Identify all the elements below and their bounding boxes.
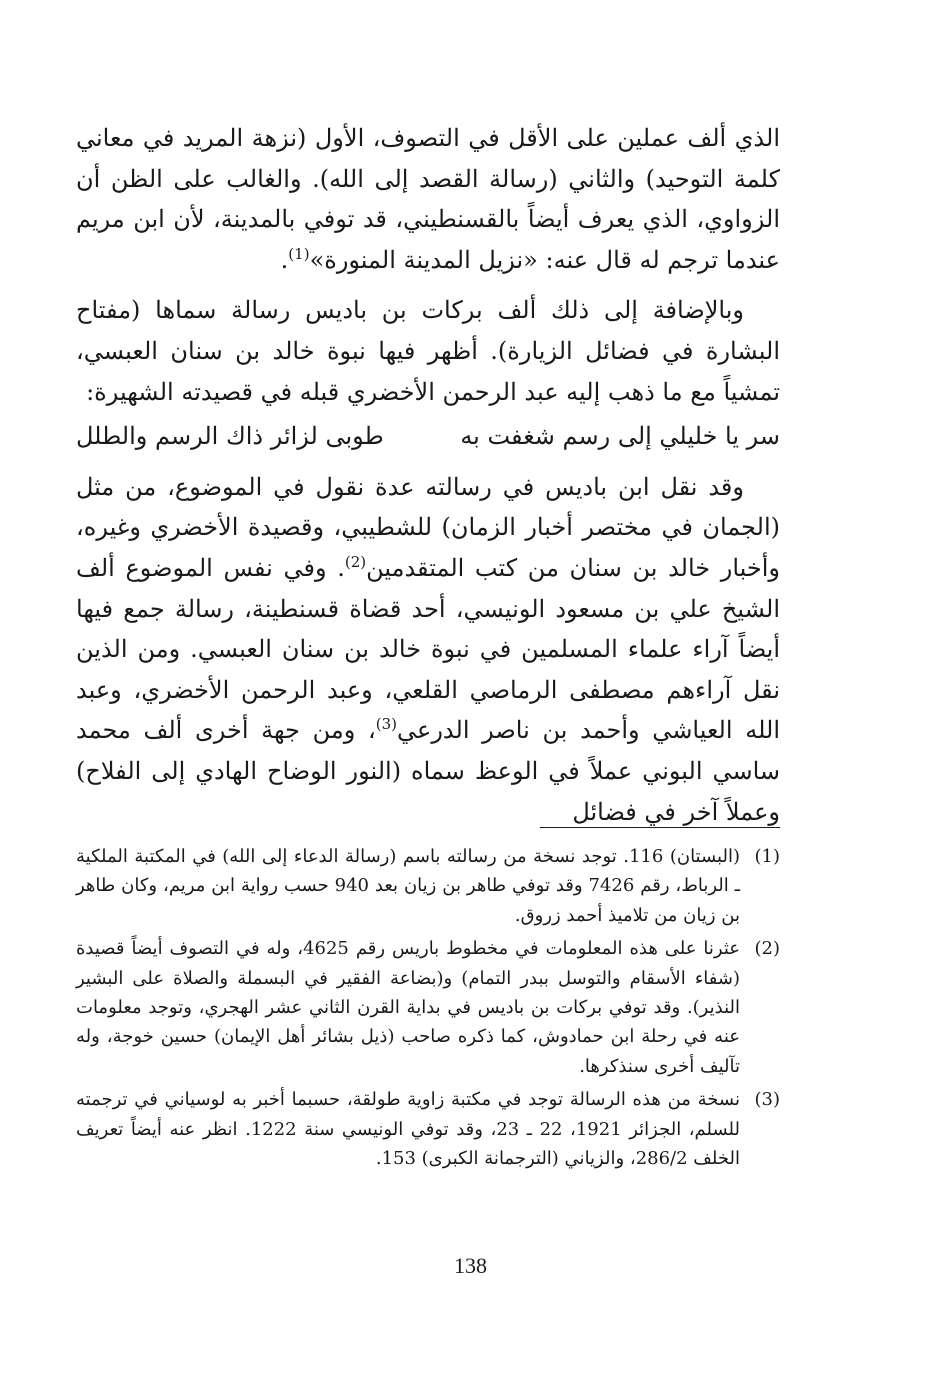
paragraph-2: وبالإضافة إلى ذلك ألف بركات بن باديس رسالة سماها (مفتاح البشارة في فضائل الزيارة). أظهر فيها نبوة خالد بن سنان العبسي، تمشياً مع ما ذهب إليه عبد الرحمن الأخضري قبله في قصيدته الشهيرة: bbox=[76, 296, 780, 406]
footnote-3 bbox=[76, 1085, 780, 1173]
footnote-2 bbox=[76, 934, 780, 1081]
footnote-number: (3) bbox=[754, 1089, 780, 1111]
footnote-text: عثرنا على هذه المعلومات في مخطوط باريس رقم 4625، وله في التصوف أيضاً قصيدة (شفاء الأسقام والتوسل ببدر التمام) و(بضاعة الفقير في البسملة والصلاة على البشير النذير). وقد توفي بركات بن باديس في بداية القرن الثاني عشر الهجري، وتوجد معلومات عنه في رحلة ابن حمادوش، كما ذكره صاحب (ذيل بشائر أهل الإيمان) حسين خوجة، وله تآليف أخرى سنذكرها. bbox=[76, 938, 740, 1077]
footnote-separator bbox=[540, 827, 780, 828]
footnote-ref-1[interactable]: (1) bbox=[288, 244, 310, 263]
footnote-ref-3[interactable]: (3) bbox=[375, 715, 398, 734]
footnote-text: (البستان) 116. توجد نسخة من رسالته باسم (رسالة الدعاء إلى الله) في المكتبة الملكية ـ الرباط، رقم 7426 وقد توفي طاهر بن زيان بعد 940 حسب رواية ابن مريم، وكان طاهر بن زيان من تلاميذ أحمد زروق. bbox=[76, 846, 740, 926]
paragraph-3: وقد نقل ابن باديس في رسالته عدة نقول في الموضوع، من مثل (الجمان في مختصر أخبار الزمان) للشطيبي، وقصيدة الأخضري وغيره، وأخبار خالد بن سنان من كتب المتقدمين$^{(2)}$. وفي نفس الموضوع ألف الشيخ علي بن مسعود الونيسي، أحد قضاة قسنطينة، رسالة جمع فيها أيضاً آراء علماء المسلمين في نبوة خالد بن سنان العبسي. ومن الذين نقل آراءهم مصطفى الرماصي القلعي، وعبد الرحمن الأخضري، وعبد الله العياشي وأحمد بن ناصر الدرعي$^{(3)}$، ومن جهة أخرى ألف محمد ساسي البوني عملاً في الوعظ سماه (النور الوضاح الهادي إلى الفلاح) وعملاً آخر في فضائل bbox=[76, 472, 780, 826]
footnotes bbox=[76, 842, 780, 1177]
footnote-1 bbox=[76, 842, 780, 930]
footnote-ref-2[interactable]: (2) bbox=[344, 552, 367, 571]
main-text bbox=[76, 118, 780, 832]
verse-first-hemistich: سر يا خليلي إلى رسم شغفت به bbox=[460, 422, 780, 451]
paragraph-1: الذي ألف عملين على الأقل في التصوف، الأول (نزهة المريد في معاني كلمة التوحيد) والثاني (رسالة القصد إلى الله). والغالب على الظن أن الزواوي، الذي يعرف أيضاً بالقسنطيني، قد توفي بالمدينة، لأن ابن مريم عندما ترجم له قال عنه: «نزيل المدينة المنورة»$^{(1)}$. bbox=[76, 124, 780, 274]
poem-verse bbox=[76, 416, 780, 457]
footnote-number: (1) bbox=[754, 846, 780, 867]
page-number: 138 bbox=[454, 1253, 487, 1278]
footnote-number: (2) bbox=[754, 938, 780, 960]
footnote-text: نسخة من هذه الرسالة توجد في مكتبة زاوية طولقة، حسبما أخبر به لوسياني في ترجمته للسلم، الجزائر 1921، 22 ـ 23، وقد توفي الونيسي سنة 1222. انظر عنه أيضاً تعريف الخلف 286/2، والزياني (الترجمانة الكبرى) 153. bbox=[76, 1089, 740, 1170]
verse-second-hemistich: طوبى لزائر ذاك الرسم والطلل bbox=[76, 422, 384, 451]
